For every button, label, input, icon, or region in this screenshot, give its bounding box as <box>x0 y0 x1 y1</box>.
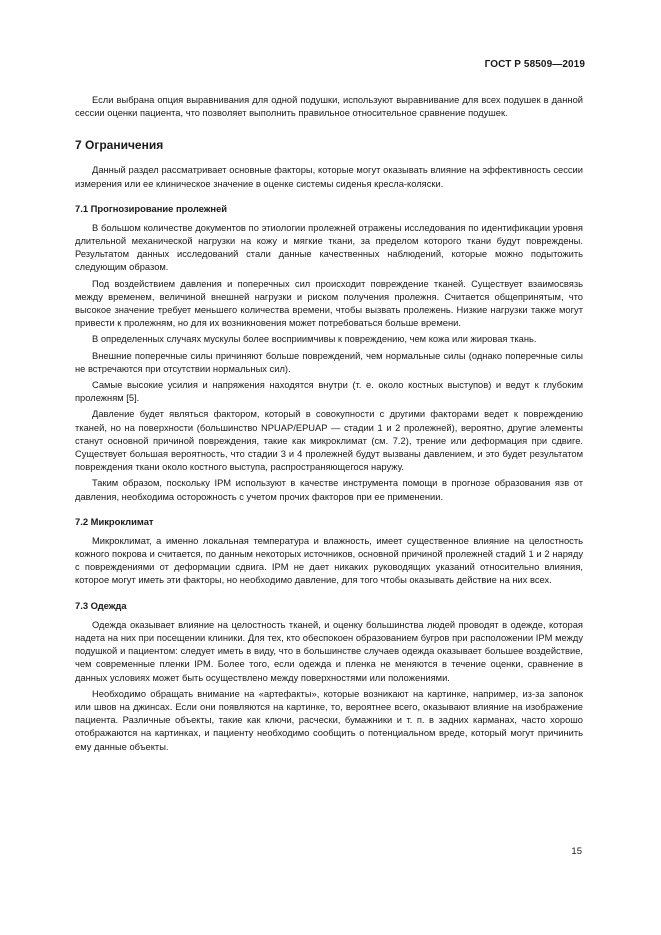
section-7-2-title: 7.2 Микроклимат <box>75 515 154 527</box>
intro-paragraph: Если выбрана опция выравнивания для одной подушки, используют выравнивание для всех подушек в данной сессии оценки пациента, что позволяет выполнить правильное относительное сравнение подушек. <box>75 95 583 119</box>
section-7-1-title: 7.1 Прогнозирование пролежней <box>75 202 228 214</box>
section-7-1-paragraph: Внешние поперечные силы причиняют больше повреждений, чем нормальные силы (однако поперечные силы не встречаются при отсутствии нормальных сил). <box>75 350 583 374</box>
section-7-1-paragraph: Давление будет являться фактором, который в совокупности с другими факторами ведет к повреждению тканей, но на поверхности (большинство NPUAP/EPUAP — стадии 1 и 2 пролежней), вероятно, другие элементы станут основной причиной повреждения, такие как микроклимат (см. 7.2), трение или деформация при сдвиге. Существует большая вероятность, что стадии 3 и 4 пролежней будут вызваны давлением, и это будет результатом повреждения ткани около костного выступа, распространяющегося наружу. <box>75 409 583 473</box>
section-7-1-paragraph: Таким образом, поскольку IPM используют в качестве инструмента помощи в прогнозе образования язв от давления, необходима осторожность с учетом прочих факторов при ее применении. <box>75 478 583 502</box>
section-7-3-paragraph: Одежда оказывает влияние на целостность тканей, и оценку большинства людей проводят в одежде, которая надета на них при посещении клиники. Для тех, кто обеспокоен образованием бугров при расположении IPM между подушкой и пациентом: следует иметь в виду, что в большинстве случаев одежда оказывает большее воздействие, чем современные пленки IPM. Более того, если одежда и пленка не меняются в течение оценки, сравнение в данных условиях может быть осуществлено между поверхностями или положениями. <box>75 619 583 683</box>
section-7-2-paragraph: Микроклимат, а именно локальная температура и влажность, имеет существенное влияние на целостность кожного покрова и считается, по данным некоторых источников, основной причиной пролежней стадий 1 и 2 наряду с повреждениями от деформации сдвига. IPM не дает никаких руководящих указаний относительно влияния, которое могут иметь эти факторы, но необходимо давление, для того чтобы оказывать действие на них всех. <box>75 535 583 586</box>
section-7-paragraph: Данный раздел рассматривает основные факторы, которые могут оказывать влияние на эффективность сессии измерения или ее клиническое значение в оценке системы сиденья кресла-коляски. <box>75 165 583 189</box>
section-7-3-paragraph: Необходимо обращать внимание на «артефакты», которые возникают на картинке, например, из-за запонок или швов на джинсах. Если они появляются на картинке, то, вероятнее всего, оказывают влияние на изображение пациента. Различные объекты, такие как ключи, расчески, бумажники и т. п. в задних карманах, часто хорошо отображаются на картинках, и пациенту необходимо сообщить о потенциальном вреде, который могут причинить ему данные объекты. <box>75 688 583 752</box>
section-7-1-paragraph: Под воздействием давления и поперечных сил происходит повреждение тканей. Существует взаимосвязь между временем, величиной внешней нагрузки и риском получения пролежня. Считается общепринятым, что высокое значение требует меньшего количества времени, чтобы вызвать пролежень. Низкие нагрузки также могут привести к пролежням, но для их возникновения может потребоваться больше времени. <box>75 278 583 329</box>
section-7-1-paragraph: В большом количестве документов по этиологии пролежней отражены исследования по идентификации уровня длительной механической нагрузки на кожу и мягкие ткани, за пределом которого ткани будут повреждены. Результатом данных исследований стали данные качественных наблюдений, которые можно подытожить следующим образом. <box>75 222 583 273</box>
section-7-1-paragraph: Самые высокие усилия и напряжения находятся внутри (т. е. около костных выступов) и ведут к глубоким пролежням [5]. <box>75 380 583 404</box>
standard-code: ГОСТ Р 58509—2019 <box>484 59 585 70</box>
section-7-1-paragraph: В определенных случаях мускулы более восприимчивы к повреждению, чем кожа или жировая ткань. <box>92 334 537 345</box>
section-7-title: 7 Ограничения <box>75 138 164 153</box>
section-7-3-title: 7.3 Одежда <box>75 599 127 611</box>
page-number: 15 <box>571 846 582 857</box>
page-content <box>75 94 583 757</box>
